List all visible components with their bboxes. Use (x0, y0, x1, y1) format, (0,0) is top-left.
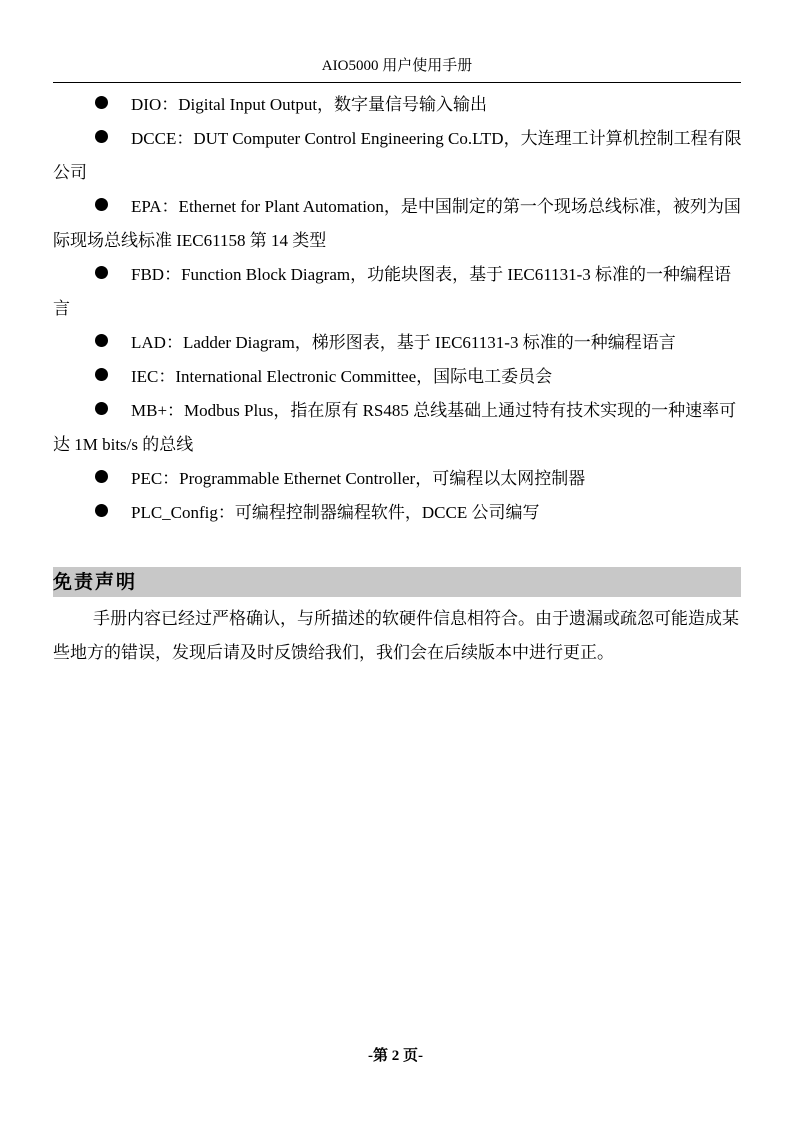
glossary-item-text: FBD：Function Block Diagram，功能块图表，基于 IEC61131-3 标准的一种编程语言 (53, 265, 732, 318)
glossary-item-text: EPA：Ethernet for Plant Automation，是中国制定的第一个现场总线标准，被列为国际现场总线标准 IEC61158 第 14 类型 (53, 197, 741, 250)
glossary-item (53, 258, 743, 326)
bullet-icon (95, 402, 108, 415)
disclaimer-body: 手册内容已经过严格确认，与所描述的软硬件信息相符合。由于遗漏或疏忽可能造成某些地方的错误，发现后请及时反馈给我们，我们会在后续版本中进行更正。 (53, 609, 739, 662)
glossary-item (53, 462, 743, 496)
page-number: -第 2 页- (368, 1048, 423, 1064)
glossary-item (53, 190, 743, 258)
bullet-icon (95, 198, 108, 211)
glossary-item-text: PEC：Programmable Ethernet Controller，可编程以太网控制器 (131, 469, 586, 488)
bullet-icon (95, 96, 108, 109)
bullet-icon (95, 334, 108, 347)
glossary-item (53, 394, 743, 462)
glossary-item-text: DIO：Digital Input Output，数字量信号输入输出 (131, 95, 488, 114)
bullet-icon (95, 130, 108, 143)
glossary-item (53, 122, 743, 190)
bullet-icon (95, 470, 108, 483)
glossary-item-text: IEC：International Electronic Committee，国际电工委员会 (131, 367, 553, 386)
glossary-item (53, 326, 743, 360)
glossary-list (53, 88, 743, 530)
glossary-item (53, 360, 743, 394)
bullet-icon (95, 266, 108, 279)
disclaimer-heading: 免责声明 (53, 567, 741, 597)
bullet-icon (95, 504, 108, 517)
glossary-item-text: MB+：Modbus Plus，指在原有 RS485 总线基础上通过特有技术实现的一种速率可达 1M bits/s 的总线 (53, 401, 737, 454)
glossary-item-text: LAD：Ladder Diagram，梯形图表，基于 IEC61131-3 标准的一种编程语言 (131, 333, 676, 352)
glossary-item (53, 496, 743, 530)
glossary-item-text: PLC_Config：可编程控制器编程软件，DCCE 公司编写 (131, 503, 540, 522)
page-header: AIO5000 用户使用手册 (53, 55, 741, 83)
bullet-icon (95, 368, 108, 381)
glossary-item (53, 88, 743, 122)
glossary-item-text: DCCE：DUT Computer Control Engineering Co.LTD，大连理工计算机控制工程有限公司 (53, 129, 742, 182)
